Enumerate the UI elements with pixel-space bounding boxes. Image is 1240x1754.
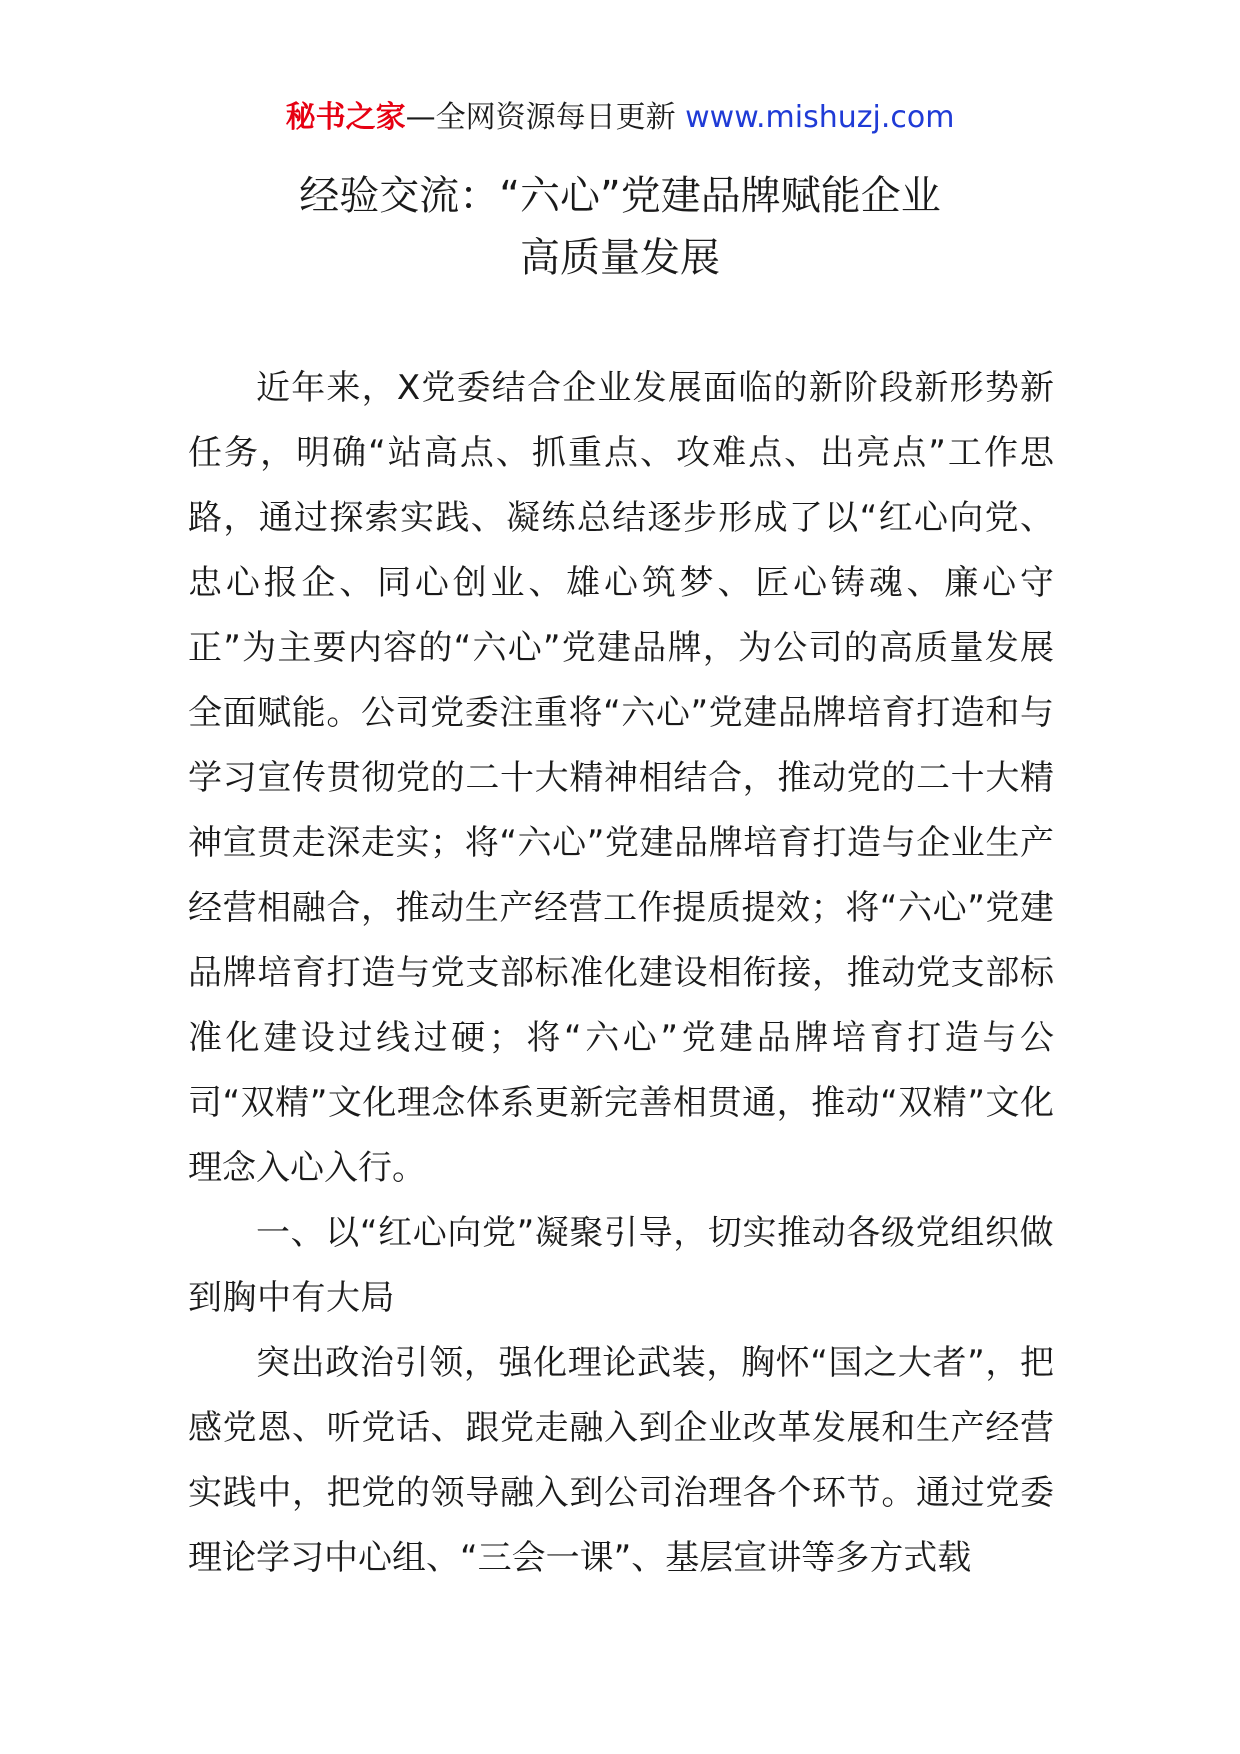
site-header [0, 98, 1240, 138]
document-title-line-2: 高质量发展 [520, 235, 720, 281]
document-title [0, 165, 1240, 289]
document-body [188, 356, 1054, 1591]
site-url-link[interactable]: www.mishuzj.com [685, 100, 955, 135]
site-tagline: —全网资源每日更新 [405, 100, 686, 135]
body-paragraph: 突出政治引领，强化理论武装，胸怀“国之大者”，把感党恩、听党话、跟党走融入到企业改革发展和生产经营实践中，把党的领导融入到公司治理各个环节。通过党委理论学习中心组、“三会一课”、基层宣讲等多方式载 [188, 1343, 1054, 1578]
site-brand: 秘书之家 [285, 100, 406, 135]
body-paragraph: 近年来，X党委结合企业发展面临的新阶段新形势新任务，明确“站高点、抓重点、攻难点、出亮点”工作思路，通过探索实践、凝练总结逐步形成了以“红心向党、忠心报企、同心创业、雄心筑梦、匠心铸魂、廉心守正”为主要内容的“六心”党建品牌，为公司的高质量发展全面赋能。公司党委注重将“六心”党建品牌培育打造和与学习宣传贯彻党的二十大精神相结合，推动党的二十大精神宣贯走深走实；将“六心”党建品牌培育打造与企业生产经营相融合，推动生产经营工作提质提效；将“六心”党建品牌培育打造与党支部标准化建设相衔接，推动党支部标准化建设过线过硬；将“六心”党建品牌培育打造与公司“双精”文化理念体系更新完善相贯通，推动“双精”文化理念入心入行。 [188, 368, 1054, 1188]
section-heading: 一、以“红心向党”凝聚引导，切实推动各级党组织做到胸中有大局 [188, 1213, 1054, 1318]
document-title-line-1: 经验交流：“六心”党建品牌赋能企业 [299, 173, 941, 219]
